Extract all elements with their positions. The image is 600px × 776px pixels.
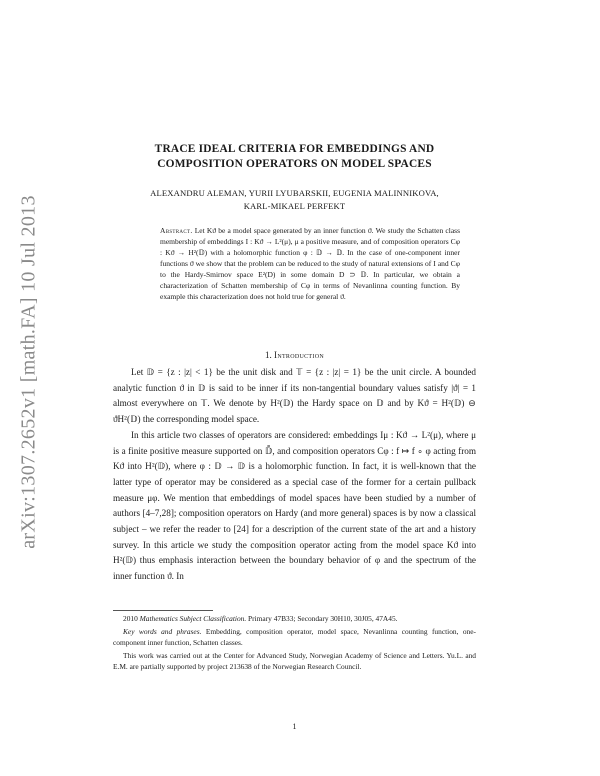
author-list	[113, 187, 476, 213]
page-number: 1	[292, 722, 297, 731]
arxiv-identifier: arXiv:1307.2652v1 [math.FA] 10 Jul 2013	[17, 195, 40, 549]
paragraph: Let 𝔻 = {z : |z| < 1} be the unit disk and 𝕋 = {z : |z| = 1} be the unit circle. A bounded analytic function ϑ in 𝔻 is said to be inner if its non-tangential boundary values satisfy |ϑ| = 1 almost everywhere on 𝕋. We denote by H²(𝔻) the Hardy space on 𝔻 and by Kϑ = H²(𝔻) ⊖ ϑH²(𝔻) the corresponding model space.	[113, 367, 476, 425]
section-number: 1.	[265, 350, 272, 360]
paper-title	[113, 142, 476, 172]
title-line-1: TRACE IDEAL CRITERIA FOR EMBEDDINGS AND	[154, 143, 435, 155]
footnote-rule	[113, 610, 213, 611]
abstract-text: Let Kϑ be a model space generated by an inner function ϑ. We study the Schatten class membership of embeddings I : Kϑ → L²(μ), μ a positive measure, and of composition operators Cφ : Kϑ → H²(𝔻) with a holomorphic function φ : 𝔻 → 𝔻. In the case of one-component inner functions ϑ we show that the problem can be reduced to the study of natural extensions of I and Cφ to the Hardy-Smirnov space E²(D) in some domain D ⊃ 𝔻. In particular, we obtain a characterization of Schatten membership of Cφ in terms of Nevanlinna counting function. By example this characterization does not hold true for general ϑ.	[160, 226, 461, 301]
abstract-label: Abstract.	[160, 226, 193, 235]
paragraph: In this article two classes of operators are considered: embeddings Iμ : Kϑ → L²(μ), where μ is a finite positive measure supported on 𝔻̄, and composition operators Cφ : f ↦ f ∘ φ acting from Kϑ into H²(𝔻), where φ : 𝔻 → 𝔻 is a holomorphic function. In fact, it is well-known that the latter type of operator may be considered as a special case of the former for a certain pullback measure μφ. We mention that embeddings of model spaces have been studied by a number of authors [4–7,28]; composition operators on Hardy (and more general) spaces is by now a classical subject – we refer the reader to [24] for a description of the current state of the art and a history survey. In this article we study the composition operator acting from the model space Kϑ into H²(𝔻) thus emphasis interaction between the boundary behavior of φ and the spectrum of the inner function ϑ. In	[113, 429, 476, 582]
footnote-msc	[113, 613, 476, 624]
introduction-body	[113, 365, 476, 585]
footnotes	[113, 613, 476, 674]
footnote-msc-text: Primary 47B33; Secondary 30H10, 30J05, 47A45.	[248, 614, 398, 623]
section-heading	[113, 349, 476, 361]
footnote-support: This work was carried out at the Center for Advanced Study, Norwegian Academy of Science and Letters. Yu.L. and E.M. are partially supported by project 213638 of the Norwegian Research Council.	[113, 651, 476, 671]
title-line-2: COMPOSITION OPERATORS ON MODEL SPACES	[157, 158, 432, 170]
footnote-msc-prefix: 2010	[123, 614, 138, 623]
authors-line-1: ALEXANDRU ALEMAN, YURII LYUBARSKII, EUGENIA MALINNIKOVA,	[150, 188, 439, 198]
section-title: Introduction	[274, 350, 324, 360]
footnote-keywords	[113, 626, 476, 648]
footnote-keywords-label: Key words and phrases.	[123, 627, 202, 636]
authors-line-2: KARL-MIKAEL PERFEKT	[243, 201, 346, 211]
abstract	[160, 225, 460, 302]
footnote-keywords-text: Embedding, composition operator, model space, Nevanlinna counting function, one-component inner function, Schatten classes.	[113, 627, 476, 647]
footnote-msc-label: Mathematics Subject Classification.	[139, 614, 247, 623]
arxiv-stamp	[10, 0, 48, 776]
